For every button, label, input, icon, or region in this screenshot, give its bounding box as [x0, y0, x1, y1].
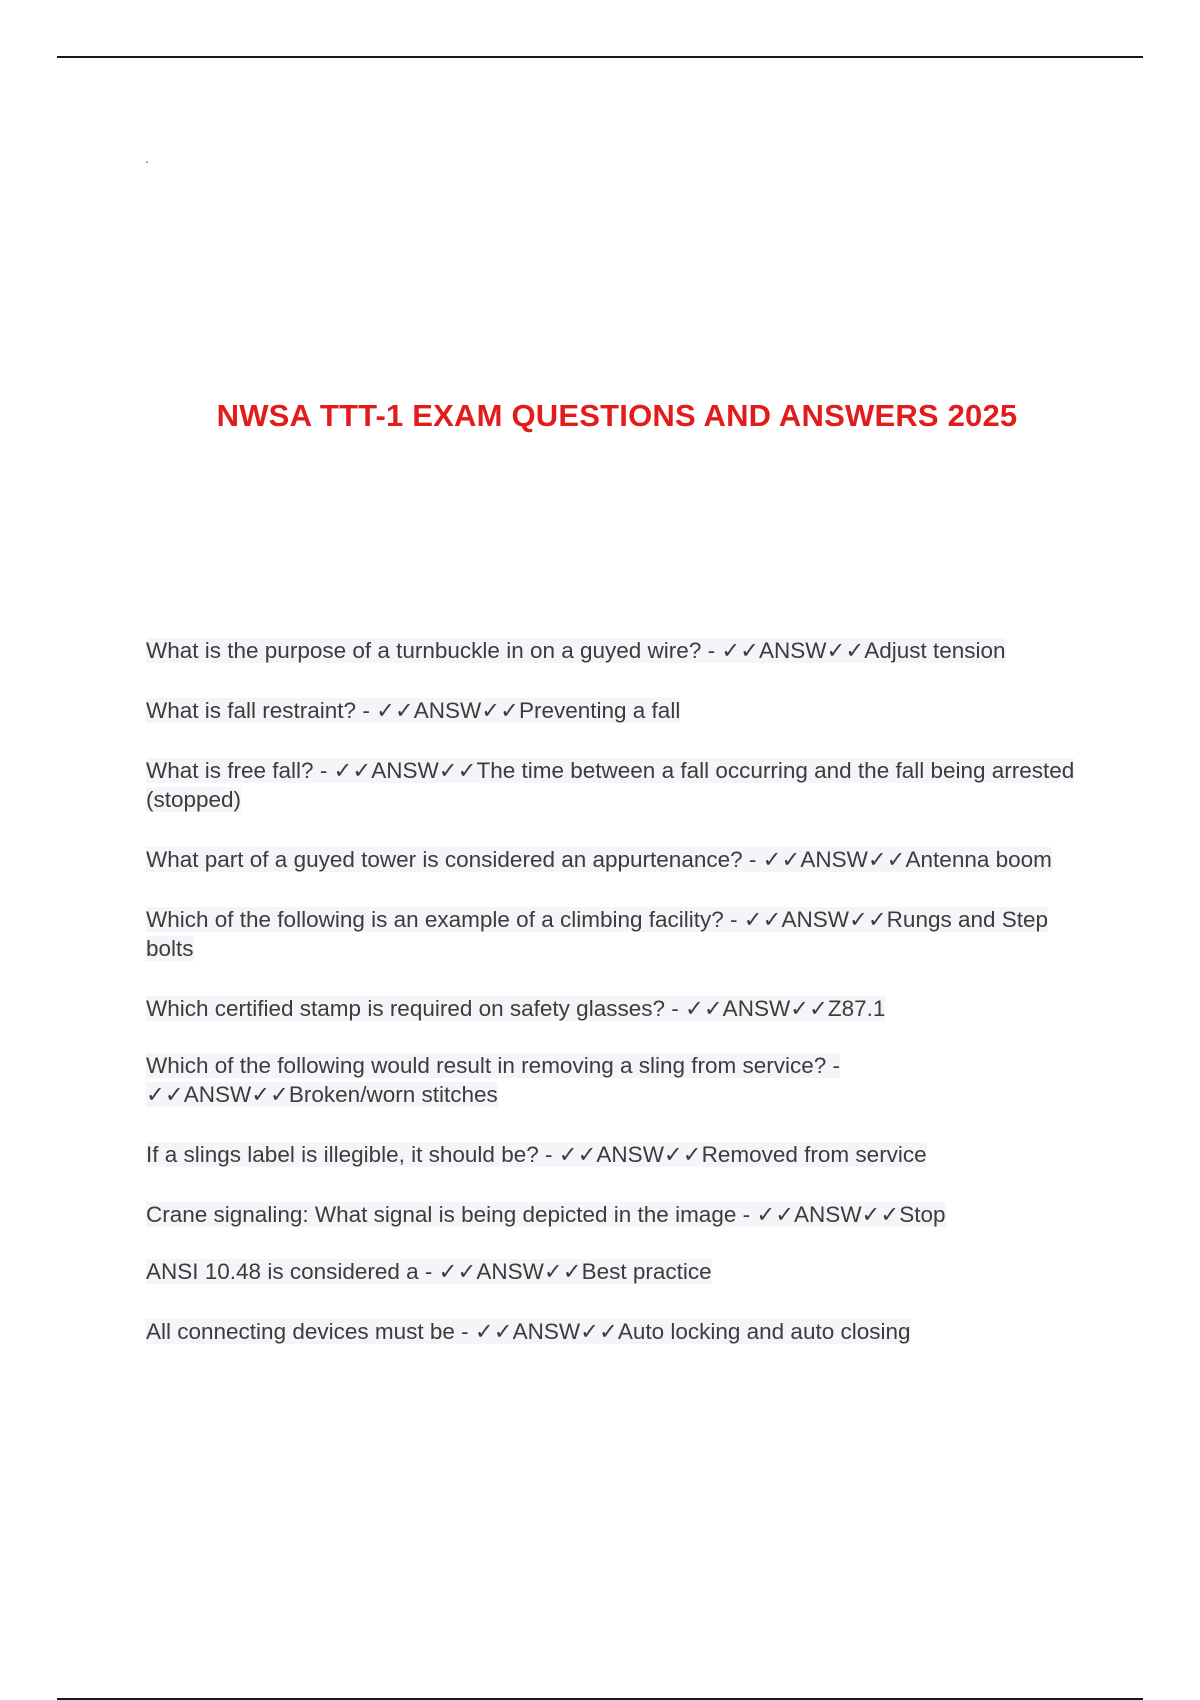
qa-item [146, 756, 1086, 814]
stray-mark: . [145, 150, 149, 166]
qa-item [146, 1140, 1086, 1169]
qa-list [146, 636, 1086, 1346]
qa-text: What is the purpose of a turnbuckle in on a guyed wire? - ✓✓ANSW✓✓Adjust tension [146, 638, 1006, 663]
qa-item [146, 1257, 1086, 1286]
qa-text: If a slings label is illegible, it should be? - ✓✓ANSW✓✓Removed from service [146, 1142, 927, 1167]
qa-text: Which certified stamp is required on safety glasses? - ✓✓ANSW✓✓Z87.1 [146, 996, 886, 1021]
qa-text: ANSI 10.48 is considered a - ✓✓ANSW✓✓Best practice [146, 1259, 712, 1284]
qa-item [146, 696, 1086, 725]
qa-text: Which of the following is an example of a climbing facility? - ✓✓ANSW✓✓Rungs and Step bolts [146, 907, 1049, 961]
top-rule [57, 56, 1143, 58]
document-title: NWSA TTT-1 EXAM QUESTIONS AND ANSWERS 2025 [216, 398, 1018, 433]
qa-text: What part of a guyed tower is considered an appurtenance? - ✓✓ANSW✓✓Antenna boom [146, 847, 1052, 872]
qa-item [146, 636, 1086, 665]
qa-item [146, 1051, 1086, 1109]
qa-item [146, 845, 1086, 874]
qa-item [146, 1200, 1086, 1229]
qa-text: What is free fall? - ✓✓ANSW✓✓The time between a fall occurring and the fall being arrested (stopped) [146, 758, 1075, 812]
qa-item [146, 994, 1086, 1023]
qa-text: Which of the following would result in removing a sling from service? - ✓✓ANSW✓✓Broken/worn stitches [146, 1053, 841, 1107]
qa-text: Crane signaling: What signal is being depicted in the image - ✓✓ANSW✓✓Stop [146, 1202, 946, 1227]
qa-text: All connecting devices must be - ✓✓ANSW✓✓Auto locking and auto closing [146, 1319, 911, 1344]
qa-item [146, 905, 1086, 963]
qa-text: What is fall restraint? - ✓✓ANSW✓✓Preventing a fall [146, 698, 681, 723]
qa-item [146, 1317, 1086, 1346]
